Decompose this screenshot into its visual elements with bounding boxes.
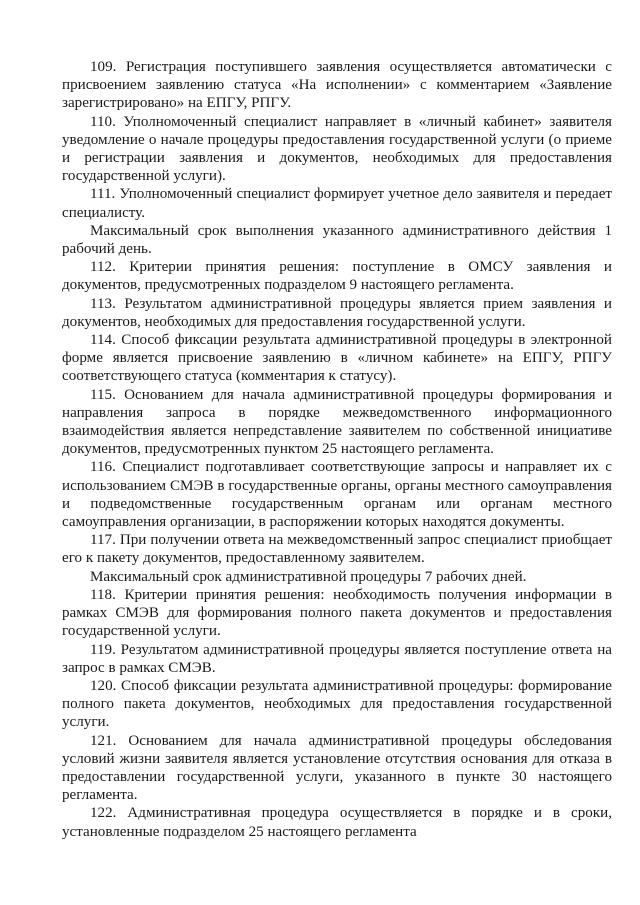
paragraph-118: 118. Критерии принятия решения: необходимость получения информации в рамках СМЭВ для формирования полного пакета документов и предоставления государственной услуги. [62, 586, 612, 640]
paragraph-109: 109. Регистрация поступившего заявления осуществляется автоматически с присвоением заявлению статуса «На исполнении» с комментарием «Заявление зарегистрировано» на ЕПГУ, РПГУ. [62, 59, 612, 112]
paragraph-114: 114. Способ фиксации результата административной процедуры в электронной форме является присвоение заявлению в «личном кабинете» на ЕПГУ, РПГУ соответствующего статуса (комментария к статусу). [62, 332, 612, 385]
document-body [62, 58, 612, 841]
paragraph-120: 120. Способ фиксации результата административной процедуры: формирование полного пакета документов, необходимых для предоставления государственной услуги. [62, 677, 612, 731]
paragraph-122: 122. Административная процедура осуществляется в порядке и в сроки, установленные подразделом 25 настоящего регламента [62, 805, 612, 840]
paragraph-113: 113. Результатом административной процедуры является прием заявления и документов, необходимых для предоставления государственной услуги. [62, 295, 612, 330]
paragraph-112: 112. Критерии принятия решения: поступление в ОМСУ заявления и документов, предусмотренных подразделом 9 настоящего регламента. [62, 259, 612, 294]
paragraph-115: 115. Основанием для начала административной процедуры формирования и направления запроса в порядке межведомственного информационного взаимодействия является непредставление заявителем по собственной инициативе документов, предусмотренных пунктом 25 настоящего регламента. [62, 386, 612, 458]
paragraph-117-deadline: Максимальный срок административной процедуры 7 рабочих дней. [90, 568, 527, 585]
paragraph-111-deadline: Максимальный срок выполнения указанного административного действия 1 рабочий день. [62, 222, 612, 258]
paragraph-117: 117. При получении ответа на межведомственный запрос специалист приобщает его к пакету документов, предоставленному заявителем. [62, 532, 612, 567]
paragraph-116: 116. Специалист подготавливает соответствующие запросы и направляет их с использованием СМЭВ в государственные органы, органы местного самоуправления и подведомственные государственным органам или органам местного самоуправления организации, в распоряжении которых находятся документы. [62, 459, 612, 531]
paragraph-111: 111. Уполномоченный специалист формирует учетное дело заявителя и передает специалисту. [62, 186, 612, 221]
paragraph-110: 110. Уполномоченный специалист направляет в «личный кабинет» заявителя уведомление о начале процедуры предоставления государственной услуги (о приеме и регистрации заявления и документов, необходимых для предоставления государственной услуги). [62, 113, 612, 185]
paragraph-119: 119. Результатом административной процедуры является поступление ответа на запрос в рамках СМЭВ. [62, 641, 612, 676]
paragraph-121: 121. Основанием для начала административной процедуры обследования условий жизни заявителя является установление отсутствия основания для отказа в предоставлении государственной услуги, указанного в пункте 30 настоящего регламента. [62, 732, 612, 804]
